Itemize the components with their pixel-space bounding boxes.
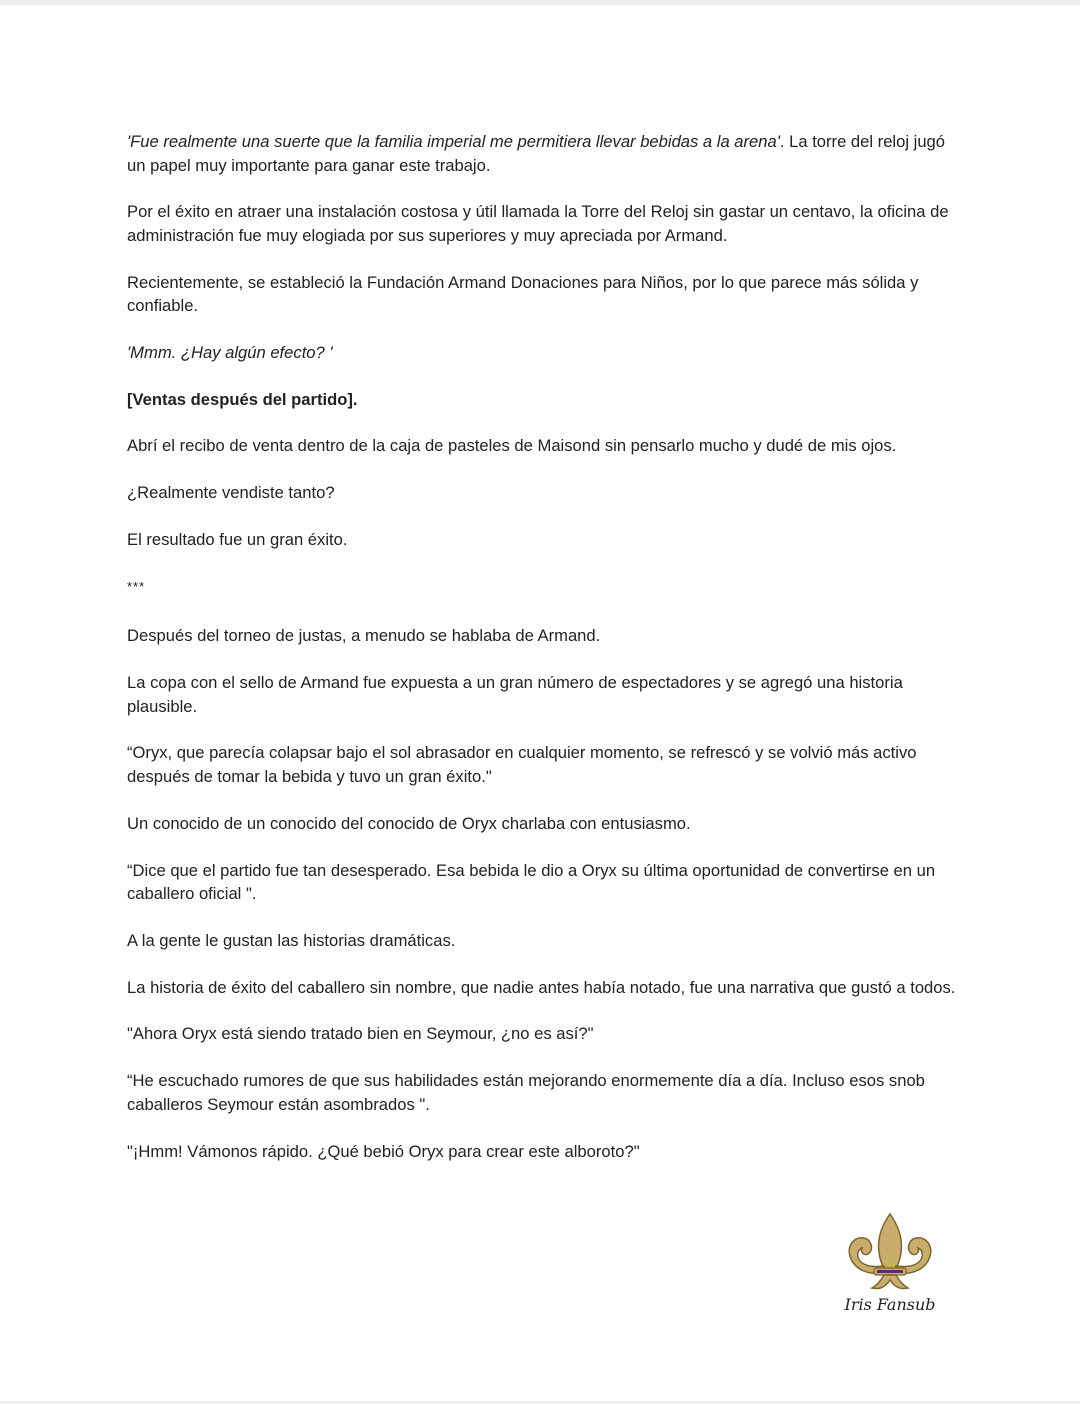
- paragraph-10: La copa con el sello de Armand fue expuesta a un gran número de espectadores y se agregó una historia plausible.: [127, 673, 903, 716]
- section-separator: ***: [127, 578, 146, 594]
- paragraph-13: “Dice que el partido fue tan desesperado. Esa bebida le dio a Oryx su última oportunidad de convertirse en un caballero oficial ".: [127, 860, 936, 904]
- paragraph-9: Después del torneo de justas, a menudo se hablaba de Armand.: [127, 626, 601, 646]
- paragraph-3: Recientemente, se estableció la Fundación Armand Donaciones para Niños, por lo que parece más sólida y confiable.: [127, 272, 919, 316]
- paragraph-15: La historia de éxito del caballero sin nombre, que nadie antes había notado, fue una narrativa que gustó a todos.: [127, 977, 956, 997]
- fleur-de-lis-icon: [840, 1210, 940, 1295]
- paragraph-18: "¡Hmm! Vámonos rápido. ¿Qué bebió Oryx para crear este alboroto?": [127, 1141, 640, 1161]
- paragraph-17: “He escuchado rumores de que sus habilidades están mejorando enormemente día a día. Incluso esos snob caballeros Seymour están asombrados ".: [127, 1071, 925, 1114]
- paragraph-8: El resultado fue un gran éxito.: [127, 530, 348, 550]
- logo-text: Iris Fansub: [844, 1295, 936, 1314]
- paragraph-11: “Oryx, que parecía colapsar bajo el sol abrasador en cualquier momento, se refrescó y se volvió más activo después de tomar la bebida y tuvo un gran éxito.": [127, 743, 917, 786]
- paragraph-6: Abrí el recibo de venta dentro de la caja de pasteles de Maisond sin pensarlo mucho y dudé de mis ojos.: [127, 436, 897, 456]
- document-body: [127, 130, 957, 1186]
- paragraph-1: [127, 130, 957, 177]
- paragraph-7: ¿Realmente vendiste tanto?: [127, 483, 335, 503]
- paragraph-5-heading: [Ventas después del partido].: [127, 389, 358, 409]
- italic-quote: 'Fue realmente una suerte que la familia imperial me permitiera llevar bebidas a la arena': [127, 132, 780, 151]
- paragraph-12: Un conocido de un conocido del conocido de Oryx charlaba con entusiasmo.: [127, 813, 691, 833]
- paragraph-4-thought: 'Mmm. ¿Hay algún efecto? ': [127, 342, 333, 362]
- paragraph-1-rest: . La torre del reloj jugó un papel muy importante para ganar este trabajo.: [127, 132, 946, 175]
- paragraph-16: "Ahora Oryx está siendo tratado bien en Seymour, ¿no es así?": [127, 1024, 594, 1044]
- paragraph-2: Por el éxito en atraer una instalación costosa y útil llamada la Torre del Reloj sin gastar un centavo, la oficina de administración fue muy elogiada por sus superiores y muy apreciada por Armand.: [127, 202, 949, 245]
- iris-fansub-logo: [840, 1210, 940, 1320]
- paragraph-14: A la gente le gustan las historias dramáticas.: [127, 930, 456, 950]
